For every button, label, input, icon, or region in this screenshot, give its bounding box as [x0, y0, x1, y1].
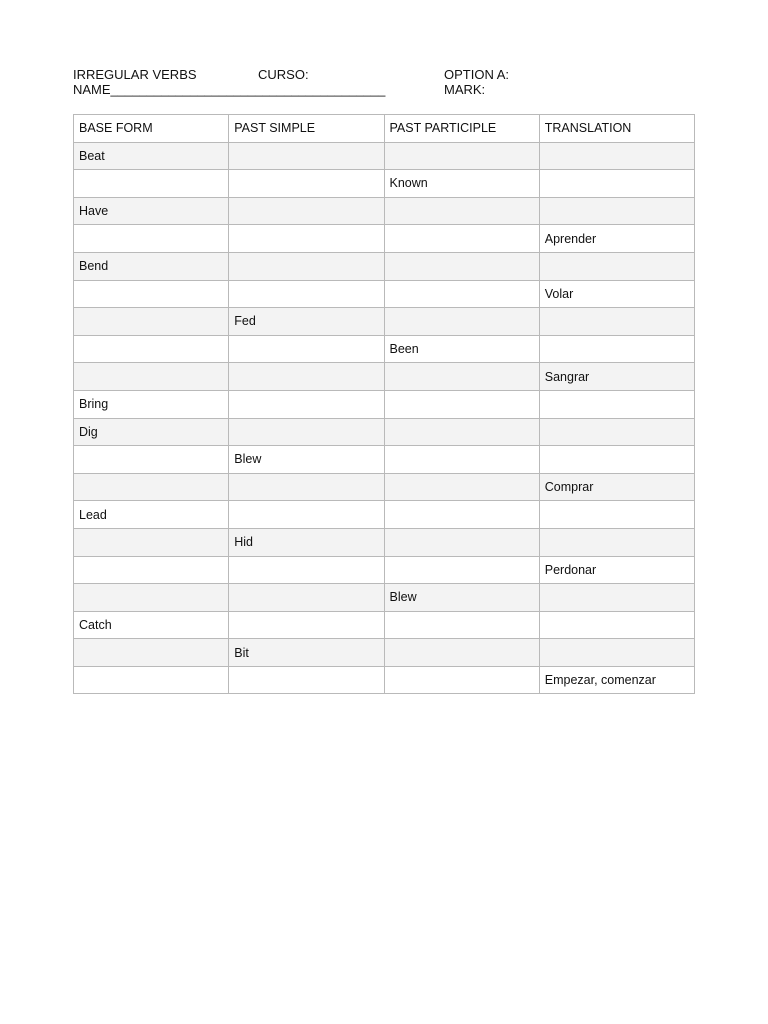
cell-past-participle: Blew: [384, 584, 539, 612]
table-row: [74, 611, 695, 639]
curso-label: CURSO:: [258, 67, 309, 82]
cell-past-simple: [229, 501, 384, 529]
cell-past-participle: [384, 142, 539, 170]
table-header-row: [74, 115, 695, 143]
cell-translation: [539, 501, 694, 529]
cell-past-simple: [229, 252, 384, 280]
cell-past-participle: Been: [384, 335, 539, 363]
verbs-table: [73, 114, 695, 694]
cell-base-form: [74, 335, 229, 363]
cell-base-form: Bring: [74, 390, 229, 418]
cell-translation: Empezar, comenzar: [539, 666, 694, 694]
cell-base-form: Have: [74, 197, 229, 225]
cell-translation: [539, 335, 694, 363]
cell-past-participle: [384, 252, 539, 280]
cell-past-participle: [384, 390, 539, 418]
cell-past-simple: [229, 197, 384, 225]
cell-past-participle: [384, 446, 539, 474]
table-row: [74, 556, 695, 584]
cell-translation: [539, 584, 694, 612]
table-row: [74, 666, 695, 694]
cell-past-participle: [384, 473, 539, 501]
cell-past-participle: [384, 501, 539, 529]
cell-base-form: Lead: [74, 501, 229, 529]
table-row: [74, 584, 695, 612]
cell-translation: [539, 446, 694, 474]
column-header-past-simple: PAST SIMPLE: [229, 115, 384, 143]
table-row: [74, 252, 695, 280]
cell-past-simple: [229, 666, 384, 694]
table-row: [74, 142, 695, 170]
mark-label: MARK:: [444, 82, 486, 97]
cell-translation: Perdonar: [539, 556, 694, 584]
cell-base-form: [74, 473, 229, 501]
cell-translation: Volar: [539, 280, 694, 308]
cell-base-form: [74, 170, 229, 198]
cell-translation: [539, 197, 694, 225]
table-row: [74, 170, 695, 198]
cell-base-form: Catch: [74, 611, 229, 639]
cell-translation: [539, 252, 694, 280]
table-row: [74, 308, 695, 336]
table-row: [74, 528, 695, 556]
cell-base-form: [74, 639, 229, 667]
cell-translation: Comprar: [539, 473, 694, 501]
cell-translation: Aprender: [539, 225, 694, 253]
table-row: [74, 418, 695, 446]
cell-base-form: [74, 556, 229, 584]
cell-past-simple: [229, 556, 384, 584]
cell-past-participle: [384, 418, 539, 446]
cell-past-participle: Known: [384, 170, 539, 198]
table-row: [74, 363, 695, 391]
table-row: [74, 280, 695, 308]
cell-translation: [539, 170, 694, 198]
cell-base-form: [74, 308, 229, 336]
worksheet-header: [73, 67, 695, 99]
cell-past-participle: [384, 528, 539, 556]
cell-past-simple: [229, 418, 384, 446]
cell-past-simple: [229, 225, 384, 253]
cell-past-participle: [384, 308, 539, 336]
cell-past-participle: [384, 280, 539, 308]
cell-past-simple: [229, 335, 384, 363]
column-header-translation: TRANSLATION: [539, 115, 694, 143]
table-row: [74, 390, 695, 418]
table-row: [74, 197, 695, 225]
cell-past-participle: [384, 556, 539, 584]
cell-past-simple: [229, 473, 384, 501]
cell-past-participle: [384, 225, 539, 253]
cell-past-participle: [384, 666, 539, 694]
cell-translation: [539, 308, 694, 336]
cell-past-participle: [384, 639, 539, 667]
cell-past-simple: [229, 584, 384, 612]
column-header-base-form: BASE FORM: [74, 115, 229, 143]
cell-past-simple: Blew: [229, 446, 384, 474]
cell-base-form: [74, 225, 229, 253]
cell-base-form: Beat: [74, 142, 229, 170]
cell-past-simple: [229, 142, 384, 170]
cell-translation: [539, 528, 694, 556]
name-line: NAME______________________________________: [73, 82, 386, 97]
cell-past-simple: Bit: [229, 639, 384, 667]
cell-translation: [539, 418, 694, 446]
cell-translation: [539, 142, 694, 170]
cell-past-simple: [229, 363, 384, 391]
worksheet-title: IRREGULAR VERBS: [73, 67, 197, 82]
cell-past-simple: Hid: [229, 528, 384, 556]
table-body: [74, 142, 695, 694]
cell-past-participle: [384, 363, 539, 391]
option-label: OPTION A:: [444, 67, 510, 82]
cell-past-simple: Fed: [229, 308, 384, 336]
cell-base-form: Dig: [74, 418, 229, 446]
cell-base-form: Bend: [74, 252, 229, 280]
cell-past-participle: [384, 611, 539, 639]
table-row: [74, 225, 695, 253]
cell-translation: Sangrar: [539, 363, 694, 391]
cell-past-simple: [229, 611, 384, 639]
cell-past-participle: [384, 197, 539, 225]
table-row: [74, 335, 695, 363]
cell-translation: [539, 611, 694, 639]
table-row: [74, 501, 695, 529]
cell-base-form: [74, 363, 229, 391]
cell-base-form: [74, 666, 229, 694]
cell-base-form: [74, 280, 229, 308]
column-header-past-participle: PAST PARTICIPLE: [384, 115, 539, 143]
cell-base-form: [74, 446, 229, 474]
cell-past-simple: [229, 170, 384, 198]
cell-translation: [539, 390, 694, 418]
table-row: [74, 639, 695, 667]
cell-translation: [539, 639, 694, 667]
cell-past-simple: [229, 280, 384, 308]
table-row: [74, 446, 695, 474]
table-row: [74, 473, 695, 501]
cell-base-form: [74, 528, 229, 556]
cell-past-simple: [229, 390, 384, 418]
cell-base-form: [74, 584, 229, 612]
